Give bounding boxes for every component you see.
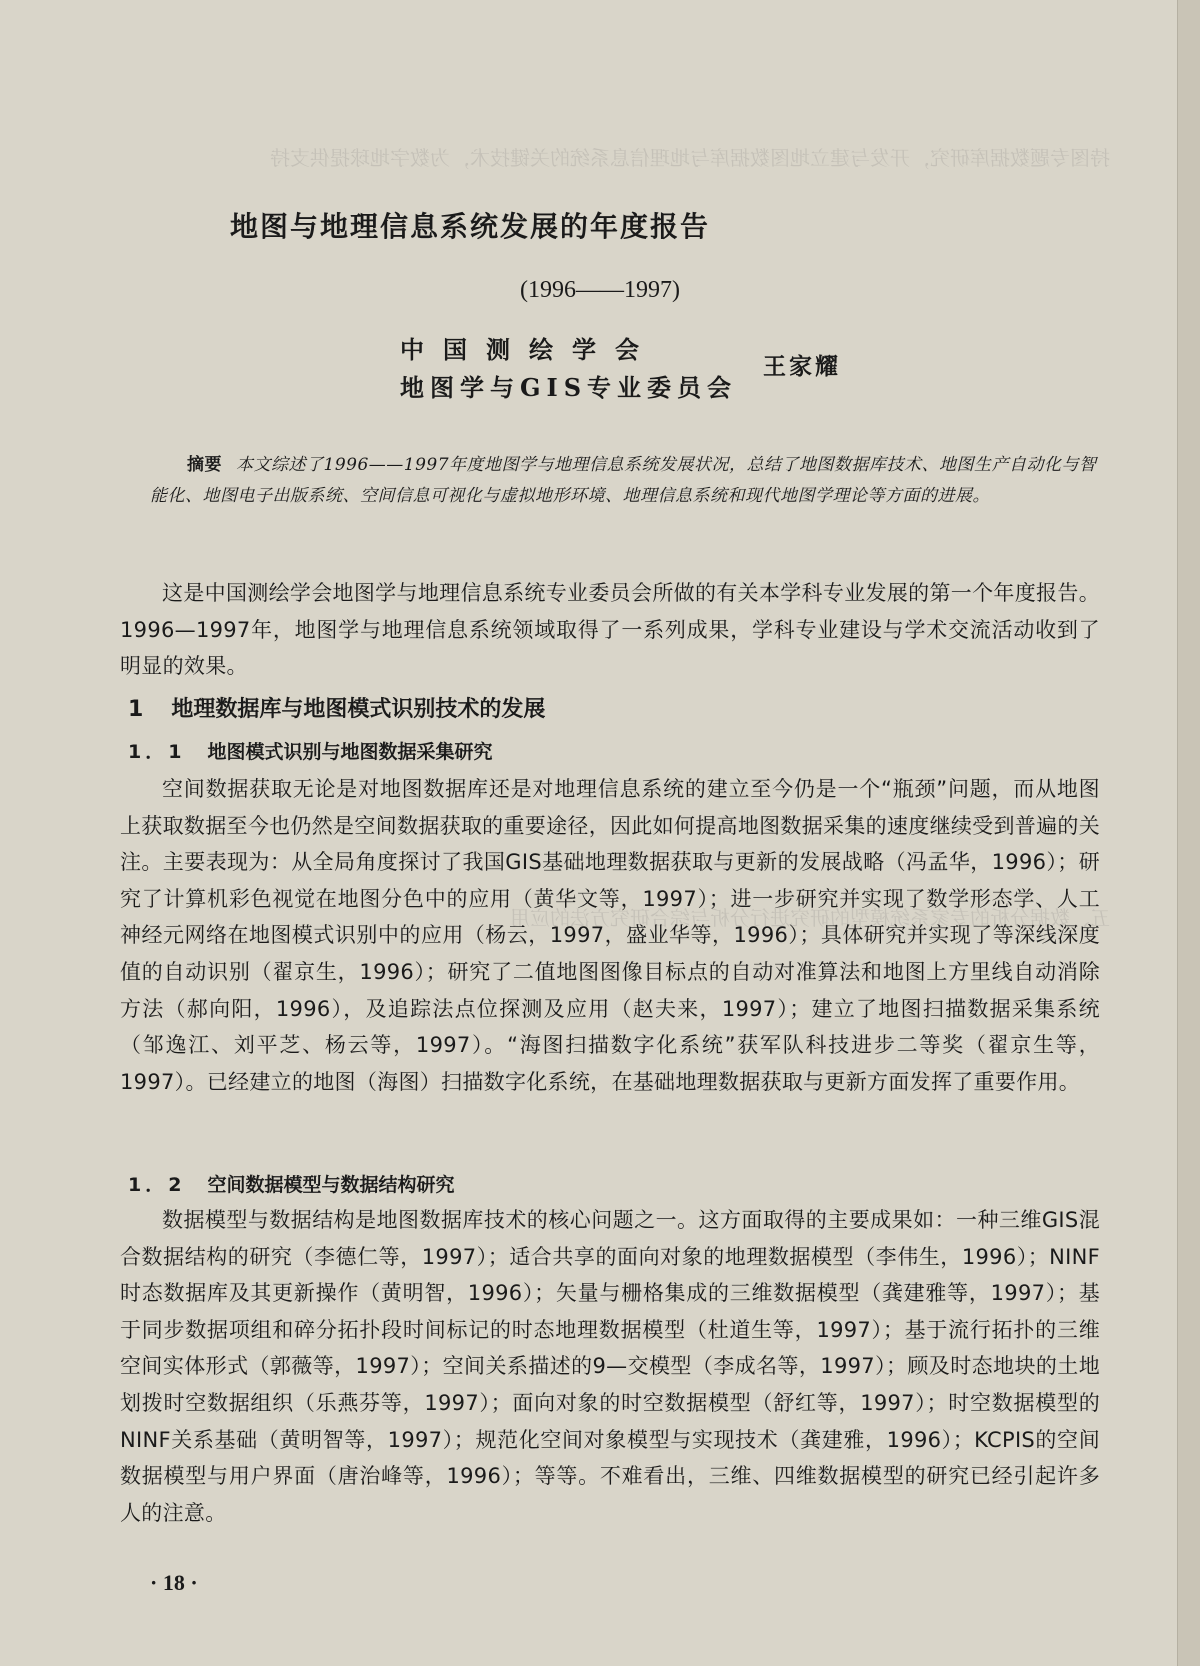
section-1-1-number: 1．1: [128, 741, 186, 763]
section-1-2-heading: [128, 1170, 454, 1197]
section-1-2-text: 数据模型与数据结构是地图数据库技术的核心问题之一。这方面取得的主要成果如：一种三维GIS混合数据结构的研究（李德仁等，1997）；适合共享的面向对象的地理数据模型（李伟生，1996）；NINF时态数据库及其更新操作（黄明智，1996）；矢量与栅格集成的三维数据模型（龚建雅等，1997）；基于同步数据项组和碎分拓扑段时间标记的时态地理数据模型（杜道生等，1997）；基于流行拓扑的三维空间实体形式（郭薇等，1997）；空间关系描述的9—交模型（李成名等，1997）；顾及时态地块的土地划拨时空数据组织（乐燕芬等，1997）；面向对象的时空数据模型（舒红等，1997）；时空数据模型的NINF关系基础（黄明智等，1997）；规范化空间对象模型与实现技术（龚建雅，1996）；KCPIS的空间数据模型与用户界面（唐治峰等，1996）；等等。不难看出，三维、四维数据模型的研究已经引起许多人的注意。: [120, 1208, 1100, 1525]
section-1-1-body: [120, 771, 1100, 1100]
organization-line-1: 中国测绘学会: [400, 335, 658, 364]
section-1-1-title: 地图模式识别与地图数据采集研究: [207, 741, 493, 763]
section-1-title: 地理数据库与地图模式识别技术的发展: [171, 697, 546, 722]
section-1-2-body: [120, 1202, 1100, 1531]
abstract-label: 摘要: [187, 455, 222, 475]
page-edge: [1177, 0, 1200, 1666]
abstract: [150, 450, 1100, 512]
intro-text: 这是中国测绘学会地图学与地理信息系统专业委员会所做的有关本学科专业发展的第一个年度报告。1996—1997年，地图学与地理信息系统领域取得了一系列成果，学科专业建设与学术交流活动收到了明显的效果。: [120, 581, 1100, 679]
abstract-text: 本文综述了1996——1997年度地图学与地理信息系统发展状况，总结了地图数据库技术、地图生产自动化与智能化、地图电子出版系统、空间信息可视化与虚拟地形环境、地理信息系统和现代地图学理论等方面的进展。: [150, 455, 1097, 506]
section-1-1-text: 空间数据获取无论是对地图数据库还是对地理信息系统的建立至今仍是一个“瓶颈”问题，而从地图上获取数据至今也仍然是空间数据获取的重要途径，因此如何提高地图数据采集的速度继续受到普遍的关注。主要表现为：从全局角度探讨了我国GIS基础地理数据获取与更新的发展战略（冯孟华，1996）；研究了计算机彩色视觉在地图分色中的应用（黄华文等，1997）；进一步研究并实现了数学形态学、人工神经元网络在地图模式识别中的应用（杨云，1997，盛业华等，1996）；具体研究并实现了等深线深度值的自动识别（翟京生，1996）；研究了二值地图图像目标点的自动对准算法和地图上方里线自动消除方法（郝向阳，1996），及追踪法点位探测及应用（赵夫来，1997）；建立了地图扫描数据采集系统（邹逸江、刘平芝、杨云等，1997）。“海图扫描数字化系统”获军队科技进步二等奖（翟京生等，1997）。已经建立的地图（海图）扫描数字化系统，在基础地理数据获取与更新方面发挥了重要作用。: [120, 777, 1100, 1094]
bleed-through-text: 五、数据分析的专家系统模型的研究进行分析与综合研究方法的应用: [510, 906, 1110, 930]
paper-years: (1996——1997): [520, 277, 680, 303]
bleed-through-text: 持图专题数据库研究，开发与建立地图数据库与地理信息系统的关键技术，为数字地球提供支持: [270, 146, 1110, 170]
intro-paragraph: [120, 575, 1100, 685]
organization-line-2: 地图学与GIS专业委员会: [400, 373, 738, 402]
paper-title: 地图与地理信息系统发展的年度报告: [230, 210, 711, 243]
section-1-2-title: 空间数据模型与数据结构研究: [207, 1174, 455, 1196]
section-1-2-number: 1．2: [128, 1174, 186, 1196]
section-1-number: 1: [128, 697, 144, 722]
page-number: · 18 ·: [150, 1570, 198, 1595]
author-name: 王家耀: [763, 353, 841, 380]
section-1-heading: [128, 692, 545, 723]
section-1-1-heading: [128, 737, 492, 764]
